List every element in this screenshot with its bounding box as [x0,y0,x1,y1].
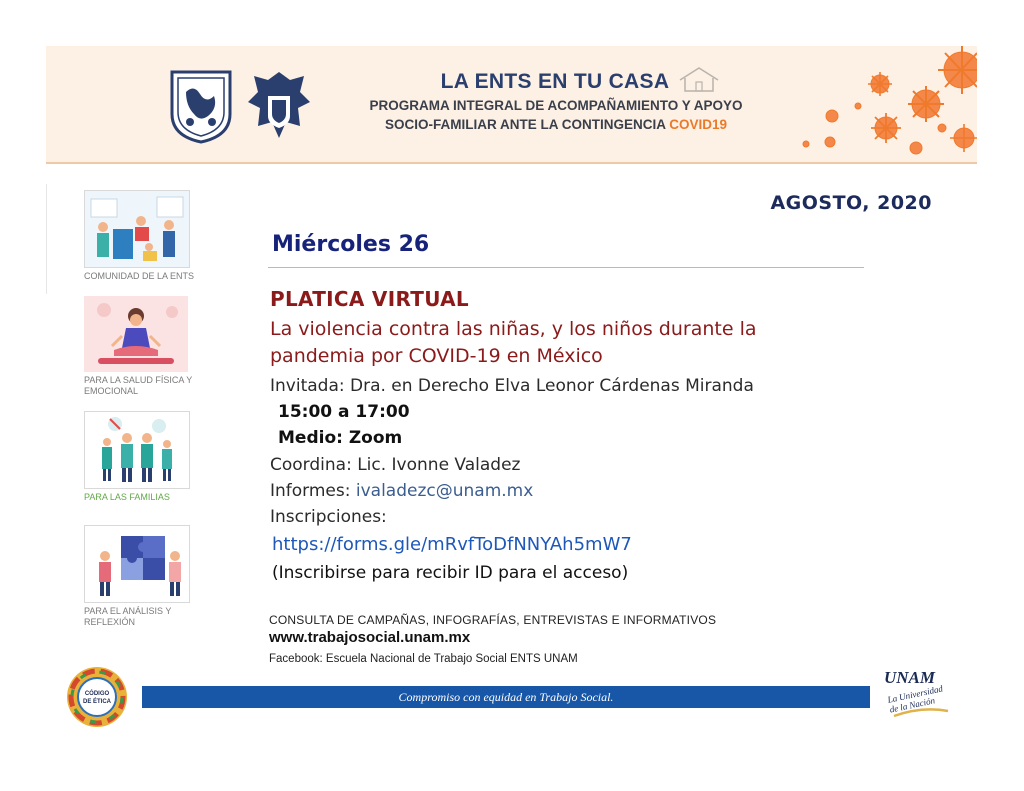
covid-highlight: COVID19 [669,117,728,132]
motto-bar: Compromiso con equidad en Trabajo Social. [142,686,870,708]
swoosh-icon [892,708,950,718]
divider [46,184,47,294]
event-guest: Invitada: Dra. en Derecho Elva Leonor Cárdenas Miranda [270,376,754,396]
registration-note: (Inscribirse para recibir ID para el acceso) [272,563,629,583]
month-label: AGOSTO, 2020 [770,192,932,214]
header-banner [46,46,977,164]
banner-subtitle-prefix: SOCIO-FAMILIAR ANTE LA CONTINGENCIA [384,117,670,132]
sidebar-item-label: PARA LAS FAMILIAS [84,492,170,502]
event-day: Miércoles 26 [272,232,430,257]
sidebar-item-families[interactable] [84,411,204,503]
banner-title: LA ENTS EN TU CASA [440,70,670,93]
event-title [270,316,890,370]
event-type: PLATICA VIRTUAL [270,287,469,311]
unam-logo-icon [884,668,954,724]
sidebar-item-label: PARA LA SALUD FÍSICA Y EMOCIONAL [84,375,193,396]
puzzle-illustration-icon [84,525,190,603]
registration-link[interactable]: https://forms.gle/mRvfToDfNNYAh5mW7 [272,534,632,555]
unam-slogan: La Universidad de la Nación [886,683,944,715]
ethics-code-badge-icon [66,666,128,728]
unam-logo-text: UNAM [884,668,936,687]
house-icon [676,66,722,92]
event-info [270,481,533,501]
virus-icon [766,46,977,162]
ethics-badge-line-2: DE ÉTICA [82,699,112,705]
event-title-line-1: La violencia contra las niñas, y los niños durante la [270,318,757,340]
website-link[interactable]: www.trabajosocial.unam.mx [269,629,471,646]
sidebar-item-label: PARA EL ANÁLISIS Y REFLEXIÓN [84,606,172,627]
meditation-illustration-icon [84,296,188,372]
family-illustration-icon [84,411,190,489]
event-medium: Medio: Zoom [278,428,403,448]
event-title-line-2: pandemia por COVID-19 en México [270,345,603,367]
info-label: Informes: [270,481,356,501]
consult-text: CONSULTA DE CAMPAÑAS, INFOGRAFÍAS, ENTREVISTAS E INFORMATIVOS [269,613,717,627]
sidebar-item-health[interactable] [84,296,204,397]
sidebar-item-analysis[interactable] [84,525,204,628]
info-email-link[interactable]: ivaladezc@unam.mx [355,481,534,501]
community-illustration-icon [84,190,190,268]
divider [268,267,864,268]
ethics-badge-line-1: CÓDIGO [84,691,110,697]
banner-subtitle-line-1: PROGRAMA INTEGRAL DE ACOMPAÑAMIENTO Y APOYO [369,98,743,113]
event-time: 15:00 a 17:00 [278,402,410,422]
event-coordinator: Coordina: Lic. Ivonne Valadez [270,455,521,475]
ents-seal-icon [244,66,314,144]
facebook-text: Facebook: Escuela Nacional de Trabajo Social ENTS UNAM [269,653,578,665]
unam-seal-icon [166,66,236,144]
sidebar-item-label: COMUNIDAD DE LA ENTS [84,271,195,281]
registration-label: Inscripciones: [270,507,387,527]
sidebar-item-community[interactable] [84,190,204,282]
banner-subtitle-line-2 [316,117,796,132]
